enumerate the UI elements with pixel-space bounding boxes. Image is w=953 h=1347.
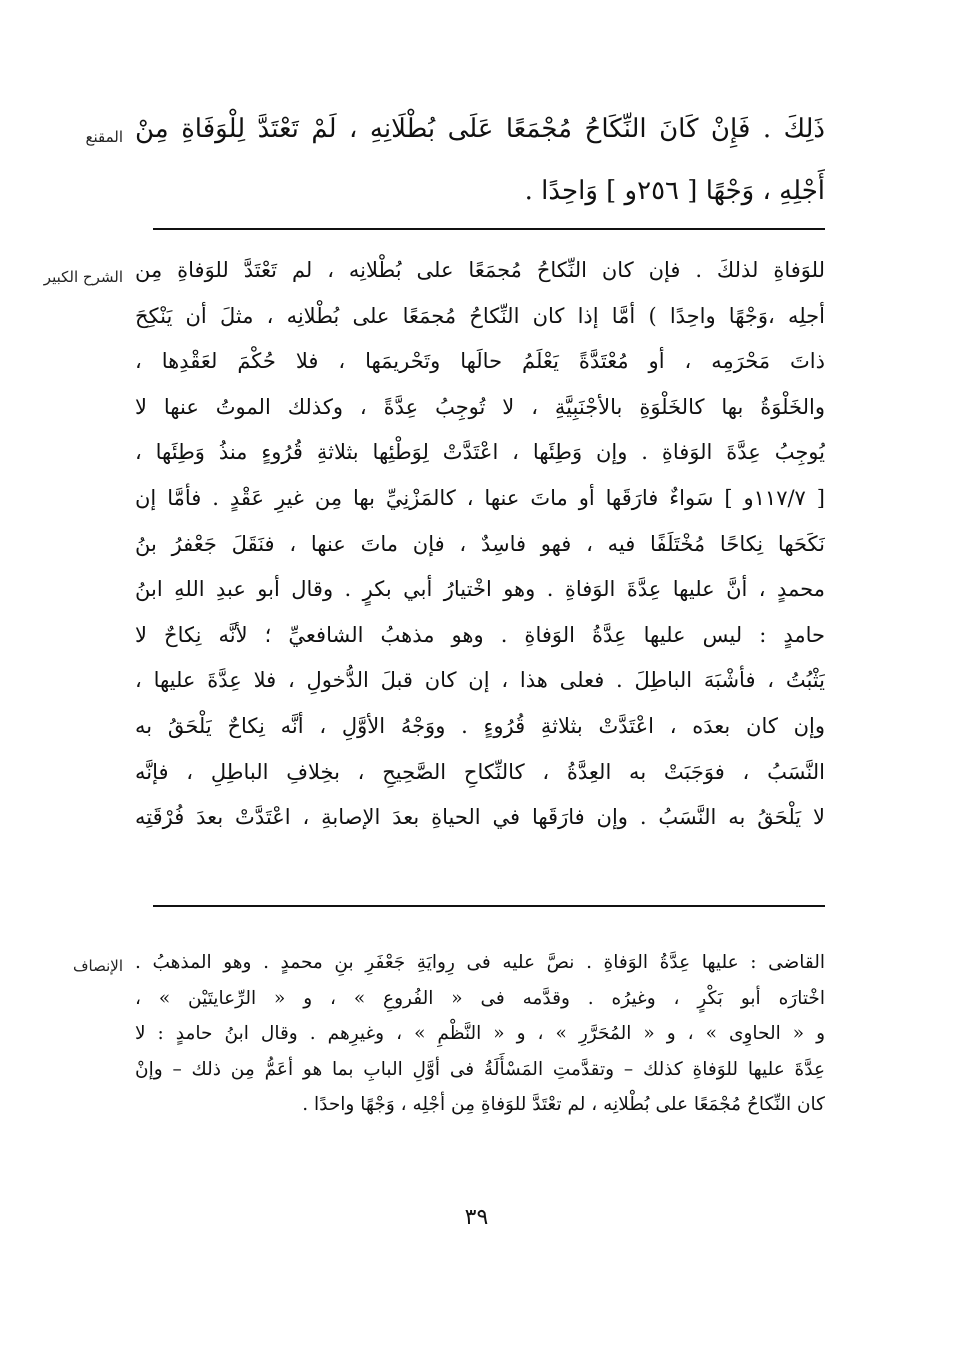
muqni-text: [135, 98, 825, 222]
insaf-text: [135, 945, 825, 1123]
sharh-text: [135, 248, 825, 841]
sharh-line: والخَلْوَةُ بها كالخَلْوَةِ بالأجْنَبِيَّةِ ، لا تُوجِبُ عِدَّةً ، وكذلك الموتُ عنها لا: [135, 394, 825, 419]
divider-bottom: [153, 905, 825, 907]
sharh-line: للوَفاةِ لذلكَ . فإن كان النِّكاحُ مُجمَعًا على بُطْلانِه ، لم تَعْتَدَّ للوَفاةِ مِن: [135, 258, 825, 282]
insaf-line: كان النِّكاحُ مُجْمَعًا على بُطْلانِه ، لم تعْتَدَّ للوَفاةِ مِن أجْلِه ، وَجْهًا واحدًا .: [302, 1094, 825, 1115]
sharh-line: أجلِه ،وَجْهًا واحِدًا ) أمَّا إذا كان النِّكاحُ مُجمَعًا على بُطْلانِه ، مثلَ أن يَنْكِحَ: [135, 303, 825, 328]
sharh-line: ذاتَ مَحْرَمِه ، أو مُعْتَدَّةً يَعْلَمُ حالَها وتَحْريمَها ، فلا حُكْمَ لعَقْدِها ،: [135, 349, 825, 374]
sharh-line: يَثْبُتُ ، فأشْبَهَ الباطِلَ . فعلى هذا ، إن كان قبلَ الدُّخولِ ، فلا عِدَّةَ عليها ،: [135, 668, 825, 693]
sharh-line: لا يَلْحَقُ به النَّسَبُ . وإن فارَقَها في الحياةِ بعدَ الإصابةِ ، اعْتَدَّتْ بعدَ فُرْقَتِه: [135, 805, 825, 830]
label-insaf: الإنصاف: [72, 957, 123, 975]
sharh-line: النَّسَبُ ، فوَجَبَتْ به العِدَّةُ ، كالنِّكاحِ الصَّحِيحِ ، بخِلافِ الباطِلِ ، فإنَّه: [135, 759, 825, 784]
sharh-line: وإن كان بعدَه ، اعْتَدَّتْ بثلاثةِ قُرُوءٍ . ووَجْهُ الأوَّلِ ، أنَّه نِكاحٌ يَلْحَقُ به: [135, 713, 825, 738]
sharh-line: يُوجِبُ عِدَّةَ الوَفاةِ . وإن وَطِئَها ، اعْتَدَّتْ لِوَطْئِها بثلاثةِ قُرُوءٍ منذُ وَطِئَها ،: [135, 440, 825, 465]
insaf-line: القاضى : عليها عِدَّةُ الوَفاةِ . نصَّ عليه فى رِوايَةِ جَعْفَرِ بنِ محمدٍ . وهو المذهبُ .: [135, 952, 825, 973]
sharh-line: حامدٍ : ليس عليها عِدَّةُ الوَفاةِ . وهو مذهبُ الشافعيِّ ؛ لأنَّه نِكاحٌ لا: [135, 622, 825, 647]
muqni-line: ذَلِكَ . فَإِنْ كَانَ النِّكَاحُ مُجْمَعًا عَلَى بُطْلَانِهِ ، لَمْ تَعْتَدَّ لِلْوَفَاةِ مِنْ: [135, 114, 825, 144]
label-sharh: الشرح الكبير: [43, 268, 123, 286]
sharh-line: محمدٍ ، أنَّ عليها عِدَّةَ الوَفاةِ . وهو اخْتيارُ أبي بكرٍ . وقال أبو عبدِ اللهِ ابنُ: [135, 577, 825, 602]
insaf-line: عِدَّةَ عليها للوَفاةِ كذلك – وتقدَّمتِ المَسْأَلَةُ فى أوَّلِ البابِ بما هو أعَمُّ مِن ذلك – وإنْ: [135, 1058, 825, 1080]
insaf-line: و « الحاوِى » ، و « المُحَرَّرِ » ، و « النَّظْمِ » ، وغيرِهم . وقال ابنُ حامدٍ : لا: [135, 1023, 825, 1044]
divider-top: [153, 228, 825, 230]
muqni-line: أَجْلِهِ ، وَجْهًا [ ٢٥٦و ] وَاحِدًا .: [524, 176, 825, 206]
insaf-line: اخْتارَه أبو بَكْرٍ ، وغيرُه . وقدَّمه فى « الفُروعِ » ، و « الرِّعايتَيْن » ،: [135, 987, 825, 1009]
sharh-line: نَكَحَها نِكاحًا مُخْتَلَفًا فيه ، فهو فاسِدٌ ، فإن ماتَ عنها ، فنَقَلَ جَعْفرُ بنُ: [135, 531, 825, 556]
page-number: ٣٩: [464, 1205, 489, 1230]
label-muqni: المقنع: [85, 128, 123, 146]
sharh-line: [ ١١٧/٧و ] سَواءٌ فارَقَها أو ماتَ عنها ، كالمَزْنِيِّ بها مِن غيرِ عَقْدٍ . فأمَّا إن: [135, 485, 825, 510]
